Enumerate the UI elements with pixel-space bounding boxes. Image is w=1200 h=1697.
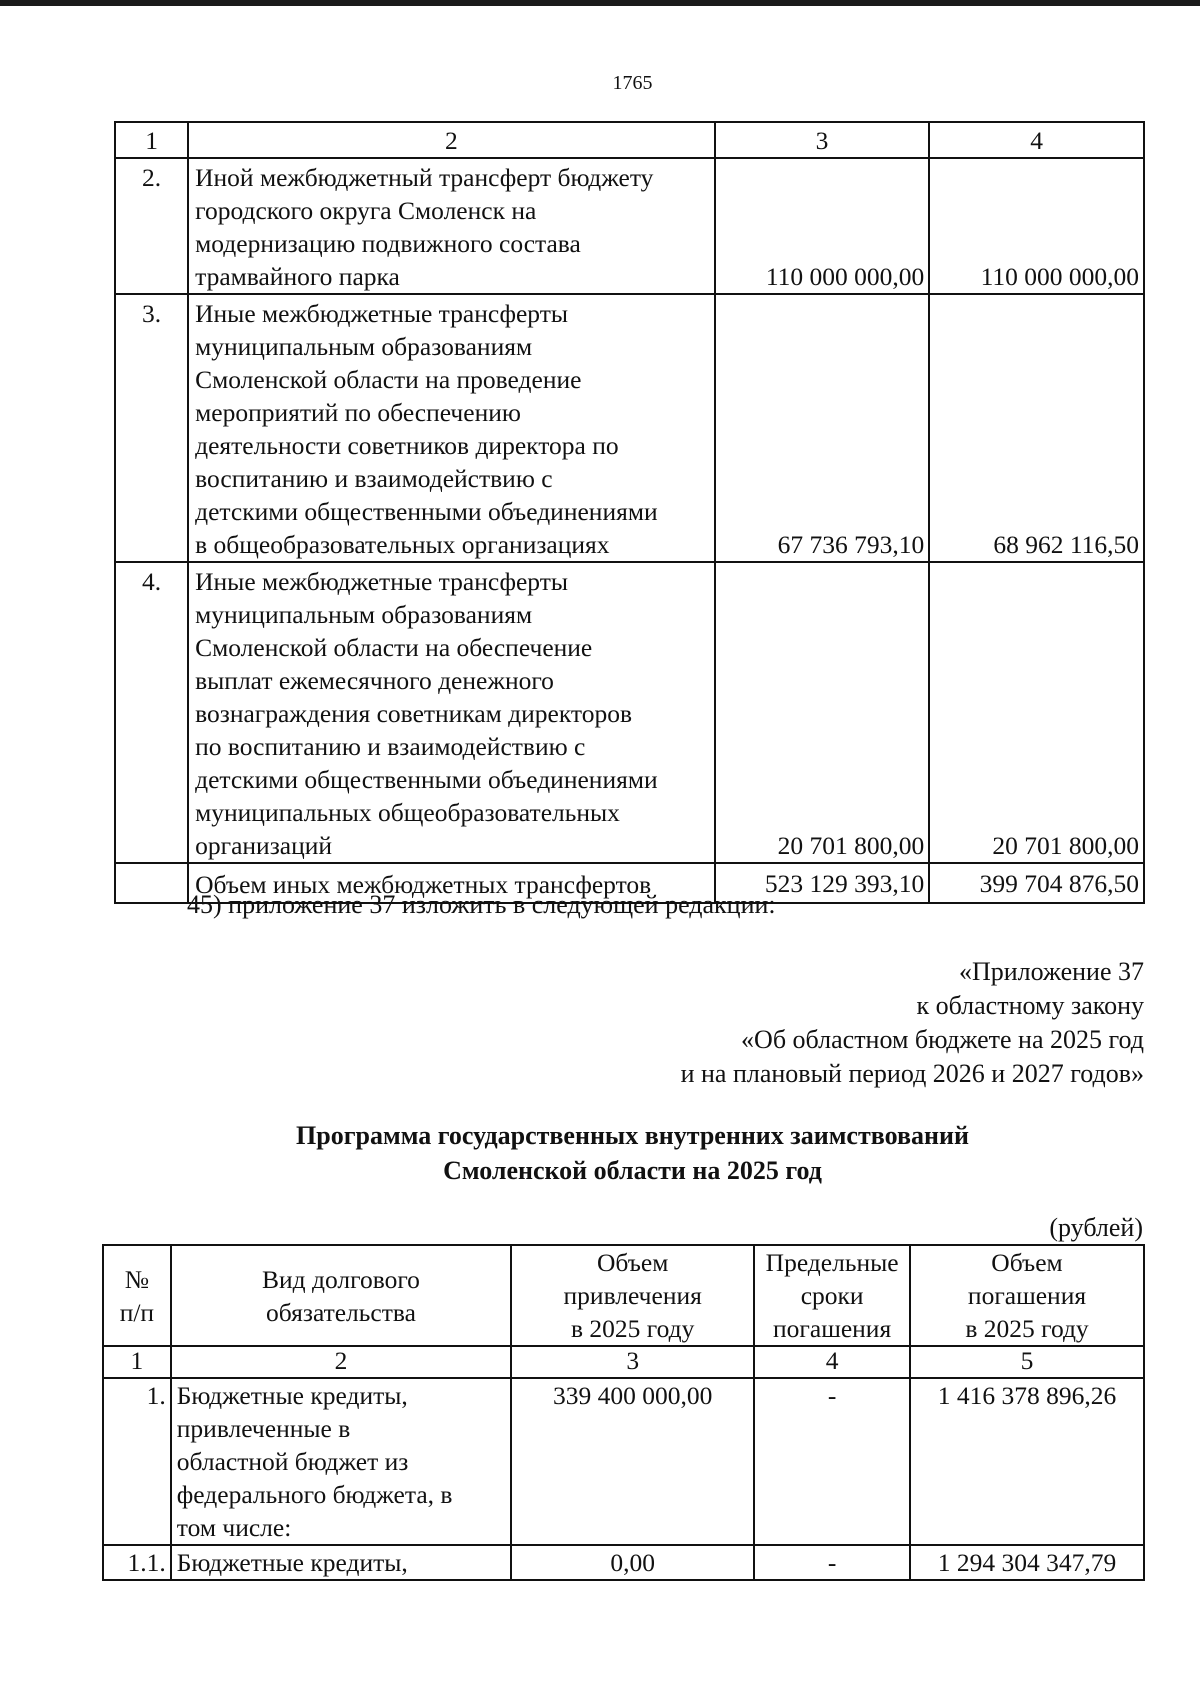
- header-attract: Объем привлечения в 2025 году: [511, 1245, 754, 1346]
- column-number-row: [103, 1346, 1144, 1378]
- header-cell: 2: [188, 122, 714, 158]
- table-header-row: [115, 122, 1144, 158]
- row-number: 4.: [115, 562, 188, 863]
- amendment-paragraph: 45) приложение 37 изложить в следующей редакции:: [187, 890, 776, 919]
- column-number: 5: [910, 1346, 1144, 1378]
- appendix-line: «Об областном бюджете на 2025 год: [741, 1025, 1144, 1054]
- total-2026: 399 704 876,50: [929, 863, 1144, 903]
- appendix-line: «Приложение 37: [958, 957, 1144, 986]
- header-debt-type: Вид долгового обязательства: [171, 1245, 511, 1346]
- row-description: Бюджетные кредиты, привлеченные в областной бюджет из федерального бюджета, в том числе:: [171, 1378, 511, 1545]
- appendix-line: и на плановый период 2026 и 2027 годов»: [680, 1059, 1144, 1088]
- page-number: 1765: [612, 72, 653, 94]
- header-repay: Объем погашения в 2025 году: [910, 1245, 1144, 1346]
- scan-top-edge: [0, 0, 1200, 6]
- value-2026: 110 000 000,00: [929, 158, 1144, 294]
- total-label: Объем иных межбюджетных трансфертов: [188, 863, 714, 903]
- column-number: 4: [754, 1346, 910, 1378]
- value-2025: 110 000 000,00: [715, 158, 930, 294]
- row-number: 1.1.: [103, 1545, 171, 1580]
- row-number: 3.: [115, 294, 188, 562]
- row-description: Иной межбюджетный трансферт бюджету городского округа Смоленск на модернизацию подвижного состава трамвайного парка: [188, 158, 714, 294]
- title-line: Смоленской области на 2025 год: [443, 1156, 822, 1185]
- value-2025: 20 701 800,00: [715, 562, 930, 863]
- value-2026: 68 962 116,50: [929, 294, 1144, 562]
- term-value: -: [754, 1545, 910, 1580]
- units-label: (рублей): [1049, 1213, 1143, 1242]
- header-cell: 3: [715, 122, 930, 158]
- table-row: [115, 562, 1144, 863]
- row-number: 2.: [115, 158, 188, 294]
- repay-value: 1 416 378 896,26: [910, 1378, 1144, 1545]
- repay-value: 1 294 304 347,79: [910, 1545, 1144, 1580]
- column-number: 2: [171, 1346, 511, 1378]
- header-term: Предельные сроки погашения: [754, 1245, 910, 1346]
- table-header-row: [103, 1245, 1144, 1346]
- value-2026: 20 701 800,00: [929, 562, 1144, 863]
- transfers-table: [114, 121, 1145, 904]
- appendix-line: к областному закону: [916, 991, 1144, 1020]
- row-description: Иные межбюджетные трансферты муниципальным образованиям Смоленской области на обеспечение выплат ежемесячного денежного вознаграждения советникам директоров по воспитанию и взаимодействию с детскими общественными объединениями муниципальных общеобразовательных организаций: [188, 562, 714, 863]
- table-row: [115, 294, 1144, 562]
- row-description: Бюджетные кредиты,: [171, 1545, 511, 1580]
- value-2025: 67 736 793,10: [715, 294, 930, 562]
- total-2025: 523 129 393,10: [715, 863, 930, 903]
- attract-value: 0,00: [511, 1545, 754, 1580]
- table-row: [103, 1545, 1144, 1580]
- table-row: [115, 158, 1144, 294]
- row-description: Иные межбюджетные трансферты муниципальным образованиям Смоленской области на проведение мероприятий по обеспечению деятельности советников директора по воспитанию и взаимодействию с детскими общественными объединениями в общеобразовательных организациях: [188, 294, 714, 562]
- appendix-header: [681, 955, 1144, 1091]
- header-cell: 4: [929, 122, 1144, 158]
- column-number: 1: [103, 1346, 171, 1378]
- attract-value: 339 400 000,00: [511, 1378, 754, 1545]
- row-number: 1.: [103, 1378, 171, 1545]
- header-num: № п/п: [103, 1245, 171, 1346]
- term-value: -: [754, 1378, 910, 1545]
- title-line: Программа государственных внутренних заимствований: [296, 1121, 969, 1150]
- table-row: [103, 1378, 1144, 1545]
- empty-cell: [115, 863, 188, 903]
- document-title: [0, 1118, 1200, 1188]
- header-cell: 1: [115, 122, 188, 158]
- borrowings-table: [102, 1244, 1145, 1581]
- column-number: 3: [511, 1346, 754, 1378]
